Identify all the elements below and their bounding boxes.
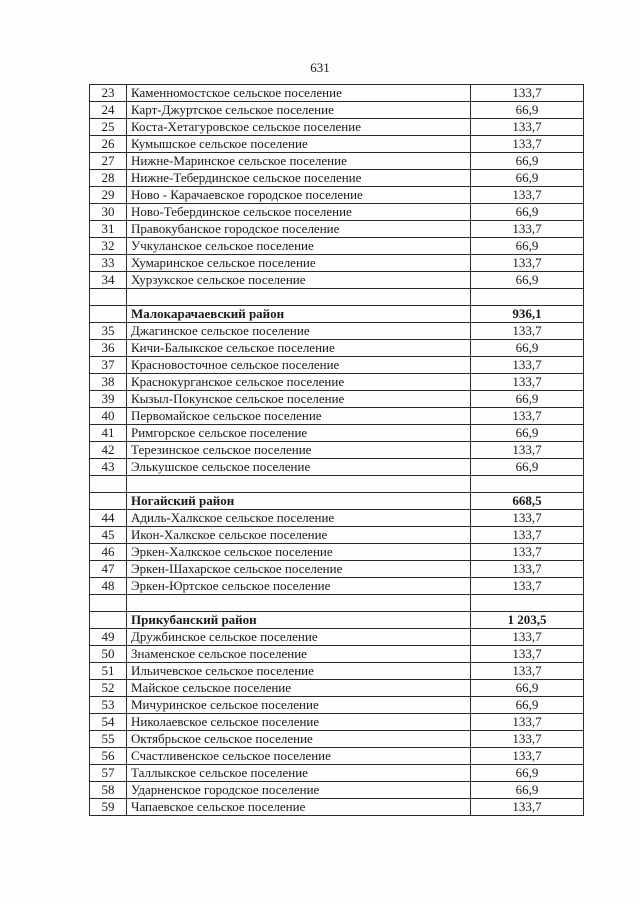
table-row (90, 170, 584, 187)
amount-value: 133,7 (471, 561, 584, 578)
row-number: 54 (90, 714, 127, 731)
table-row (90, 663, 584, 680)
row-number: 36 (90, 340, 127, 357)
row-number: 53 (90, 697, 127, 714)
page-number: 631 (310, 60, 330, 75)
row-number: 29 (90, 187, 127, 204)
table-row (90, 272, 584, 289)
row-number (90, 476, 127, 493)
amount-value: 133,7 (471, 374, 584, 391)
table-row (90, 136, 584, 153)
settlement-name: Эркен-Юртское сельское поселение (127, 578, 471, 595)
amount-value: 66,9 (471, 391, 584, 408)
table-row (90, 782, 584, 799)
row-number: 38 (90, 374, 127, 391)
row-number: 28 (90, 170, 127, 187)
settlement-name: Первомайское сельское поселение (127, 408, 471, 425)
settlement-name: Дружбинское сельское поселение (127, 629, 471, 646)
amount-value: 66,9 (471, 238, 584, 255)
settlement-name: Прикубанский район (127, 612, 471, 629)
table-row (90, 204, 584, 221)
amount-value: 133,7 (471, 714, 584, 731)
table-row (90, 714, 584, 731)
settlement-name: Каменномостское сельское поселение (127, 85, 471, 102)
amount-value: 133,7 (471, 187, 584, 204)
row-number: 52 (90, 680, 127, 697)
table-row (90, 374, 584, 391)
table-row (90, 799, 584, 816)
amount-value: 66,9 (471, 425, 584, 442)
settlement-name: Нижне-Маринское сельское поселение (127, 153, 471, 170)
amount-value: 133,7 (471, 731, 584, 748)
table-row (90, 578, 584, 595)
row-number: 39 (90, 391, 127, 408)
table-row (90, 221, 584, 238)
settlements-table (89, 84, 584, 816)
settlement-name: Николаевское сельское поселение (127, 714, 471, 731)
amount-value: 133,7 (471, 85, 584, 102)
amount-value (471, 289, 584, 306)
amount-value: 66,9 (471, 204, 584, 221)
settlement-name: Чапаевское сельское поселение (127, 799, 471, 816)
settlement-name: Джагинское сельское поселение (127, 323, 471, 340)
settlement-name: Красновосточное сельское поселение (127, 357, 471, 374)
amount-value: 66,9 (471, 153, 584, 170)
row-number: 27 (90, 153, 127, 170)
amount-value: 66,9 (471, 170, 584, 187)
row-number: 57 (90, 765, 127, 782)
settlement-name: Кызыл-Покунское сельское поселение (127, 391, 471, 408)
table-row (90, 697, 584, 714)
settlement-name (127, 595, 471, 612)
amount-value: 133,7 (471, 544, 584, 561)
settlement-name: Октябрьское сельское поселение (127, 731, 471, 748)
row-number (90, 493, 127, 510)
amount-value: 133,7 (471, 323, 584, 340)
settlement-name: Эркен-Шахарское сельское поселение (127, 561, 471, 578)
row-number (90, 289, 127, 306)
amount-value: 133,7 (471, 442, 584, 459)
amount-value: 133,7 (471, 408, 584, 425)
row-number: 26 (90, 136, 127, 153)
amount-value: 66,9 (471, 782, 584, 799)
row-number: 43 (90, 459, 127, 476)
row-number: 45 (90, 527, 127, 544)
row-number: 50 (90, 646, 127, 663)
settlement-name: Карт-Джуртское сельское поселение (127, 102, 471, 119)
settlement-name (127, 289, 471, 306)
row-number: 58 (90, 782, 127, 799)
row-number: 46 (90, 544, 127, 561)
district-heading-row (90, 493, 584, 510)
table-row (90, 459, 584, 476)
amount-value: 133,7 (471, 799, 584, 816)
amount-value: 133,7 (471, 646, 584, 663)
amount-value: 66,9 (471, 459, 584, 476)
row-number: 25 (90, 119, 127, 136)
table-row (90, 340, 584, 357)
amount-value: 133,7 (471, 748, 584, 765)
row-number (90, 595, 127, 612)
amount-value: 66,9 (471, 765, 584, 782)
amount-value: 66,9 (471, 102, 584, 119)
row-number: 34 (90, 272, 127, 289)
row-number: 23 (90, 85, 127, 102)
settlement-name: Адиль-Халкское сельское поселение (127, 510, 471, 527)
row-number: 56 (90, 748, 127, 765)
settlement-name: Таллыкское сельское поселение (127, 765, 471, 782)
table-row (90, 561, 584, 578)
row-number: 41 (90, 425, 127, 442)
settlement-name: Учкуланское сельское поселение (127, 238, 471, 255)
table-row (90, 85, 584, 102)
blank-row (90, 595, 584, 612)
amount-value: 133,7 (471, 510, 584, 527)
amount-value: 133,7 (471, 357, 584, 374)
amount-value (471, 595, 584, 612)
table-row (90, 153, 584, 170)
settlement-name: Коста-Хетагуровское сельское поселение (127, 119, 471, 136)
settlement-name: Малокарачаевский район (127, 306, 471, 323)
row-number: 44 (90, 510, 127, 527)
row-number: 24 (90, 102, 127, 119)
amount-value: 133,7 (471, 221, 584, 238)
settlement-name: Хумаринское сельское поселение (127, 255, 471, 272)
row-number: 33 (90, 255, 127, 272)
amount-value: 133,7 (471, 629, 584, 646)
amount-value: 133,7 (471, 527, 584, 544)
row-number: 42 (90, 442, 127, 459)
row-number: 32 (90, 238, 127, 255)
settlement-name: Элькушское сельское поселение (127, 459, 471, 476)
table-row (90, 255, 584, 272)
settlement-name: Кумышское сельское поселение (127, 136, 471, 153)
settlement-name: Ногайский район (127, 493, 471, 510)
row-number: 40 (90, 408, 127, 425)
settlement-name: Римгорское сельское поселение (127, 425, 471, 442)
table-row (90, 748, 584, 765)
amount-value: 936,1 (471, 306, 584, 323)
amount-value: 66,9 (471, 340, 584, 357)
table-row (90, 646, 584, 663)
settlement-name: Счастливенское сельское поселение (127, 748, 471, 765)
row-number: 48 (90, 578, 127, 595)
table-row (90, 510, 584, 527)
table-body (90, 85, 584, 816)
amount-value: 668,5 (471, 493, 584, 510)
amount-value: 66,9 (471, 272, 584, 289)
settlement-name: Правокубанское городское поселение (127, 221, 471, 238)
settlement-name: Терезинское сельское поселение (127, 442, 471, 459)
row-number: 59 (90, 799, 127, 816)
table-row (90, 187, 584, 204)
row-number: 30 (90, 204, 127, 221)
amount-value: 133,7 (471, 255, 584, 272)
table-row (90, 238, 584, 255)
table-row (90, 119, 584, 136)
row-number (90, 306, 127, 323)
table-row (90, 408, 584, 425)
table-row (90, 425, 584, 442)
settlement-name: Майское сельское поселение (127, 680, 471, 697)
settlement-name: Ударненское городское поселение (127, 782, 471, 799)
amount-value: 133,7 (471, 136, 584, 153)
row-number: 49 (90, 629, 127, 646)
table-row (90, 544, 584, 561)
row-number (90, 612, 127, 629)
settlement-name: Икон-Халкское сельское поселение (127, 527, 471, 544)
table-row (90, 102, 584, 119)
table-row (90, 527, 584, 544)
table-row (90, 323, 584, 340)
district-heading-row (90, 306, 584, 323)
settlement-name: Мичуринское сельское поселение (127, 697, 471, 714)
table-row (90, 391, 584, 408)
settlement-name: Эркен-Халкское сельское поселение (127, 544, 471, 561)
amount-value (471, 476, 584, 493)
row-number: 47 (90, 561, 127, 578)
amount-value: 133,7 (471, 119, 584, 136)
amount-value: 1 203,5 (471, 612, 584, 629)
settlement-name: Ново-Тебердинское сельское поселение (127, 204, 471, 221)
settlement-name: Краснокурганское сельское поселение (127, 374, 471, 391)
settlement-name: Хурзукское сельское поселение (127, 272, 471, 289)
amount-value: 133,7 (471, 578, 584, 595)
amount-value: 66,9 (471, 680, 584, 697)
table-row (90, 731, 584, 748)
row-number: 35 (90, 323, 127, 340)
row-number: 37 (90, 357, 127, 374)
district-heading-row (90, 612, 584, 629)
blank-row (90, 289, 584, 306)
table-row (90, 680, 584, 697)
table-row (90, 765, 584, 782)
settlement-name: Ильичевское сельское поселение (127, 663, 471, 680)
table-row (90, 357, 584, 374)
settlement-name: Нижне-Тебердинское сельское поселение (127, 170, 471, 187)
blank-row (90, 476, 584, 493)
settlement-name: Кичи-Балыкское сельское поселение (127, 340, 471, 357)
settlement-name (127, 476, 471, 493)
settlement-name: Знаменское сельское поселение (127, 646, 471, 663)
amount-value: 133,7 (471, 663, 584, 680)
row-number: 31 (90, 221, 127, 238)
row-number: 51 (90, 663, 127, 680)
table-row (90, 629, 584, 646)
table-row (90, 442, 584, 459)
amount-value: 66,9 (471, 697, 584, 714)
row-number: 55 (90, 731, 127, 748)
settlement-name: Ново - Карачаевское городское поселение (127, 187, 471, 204)
